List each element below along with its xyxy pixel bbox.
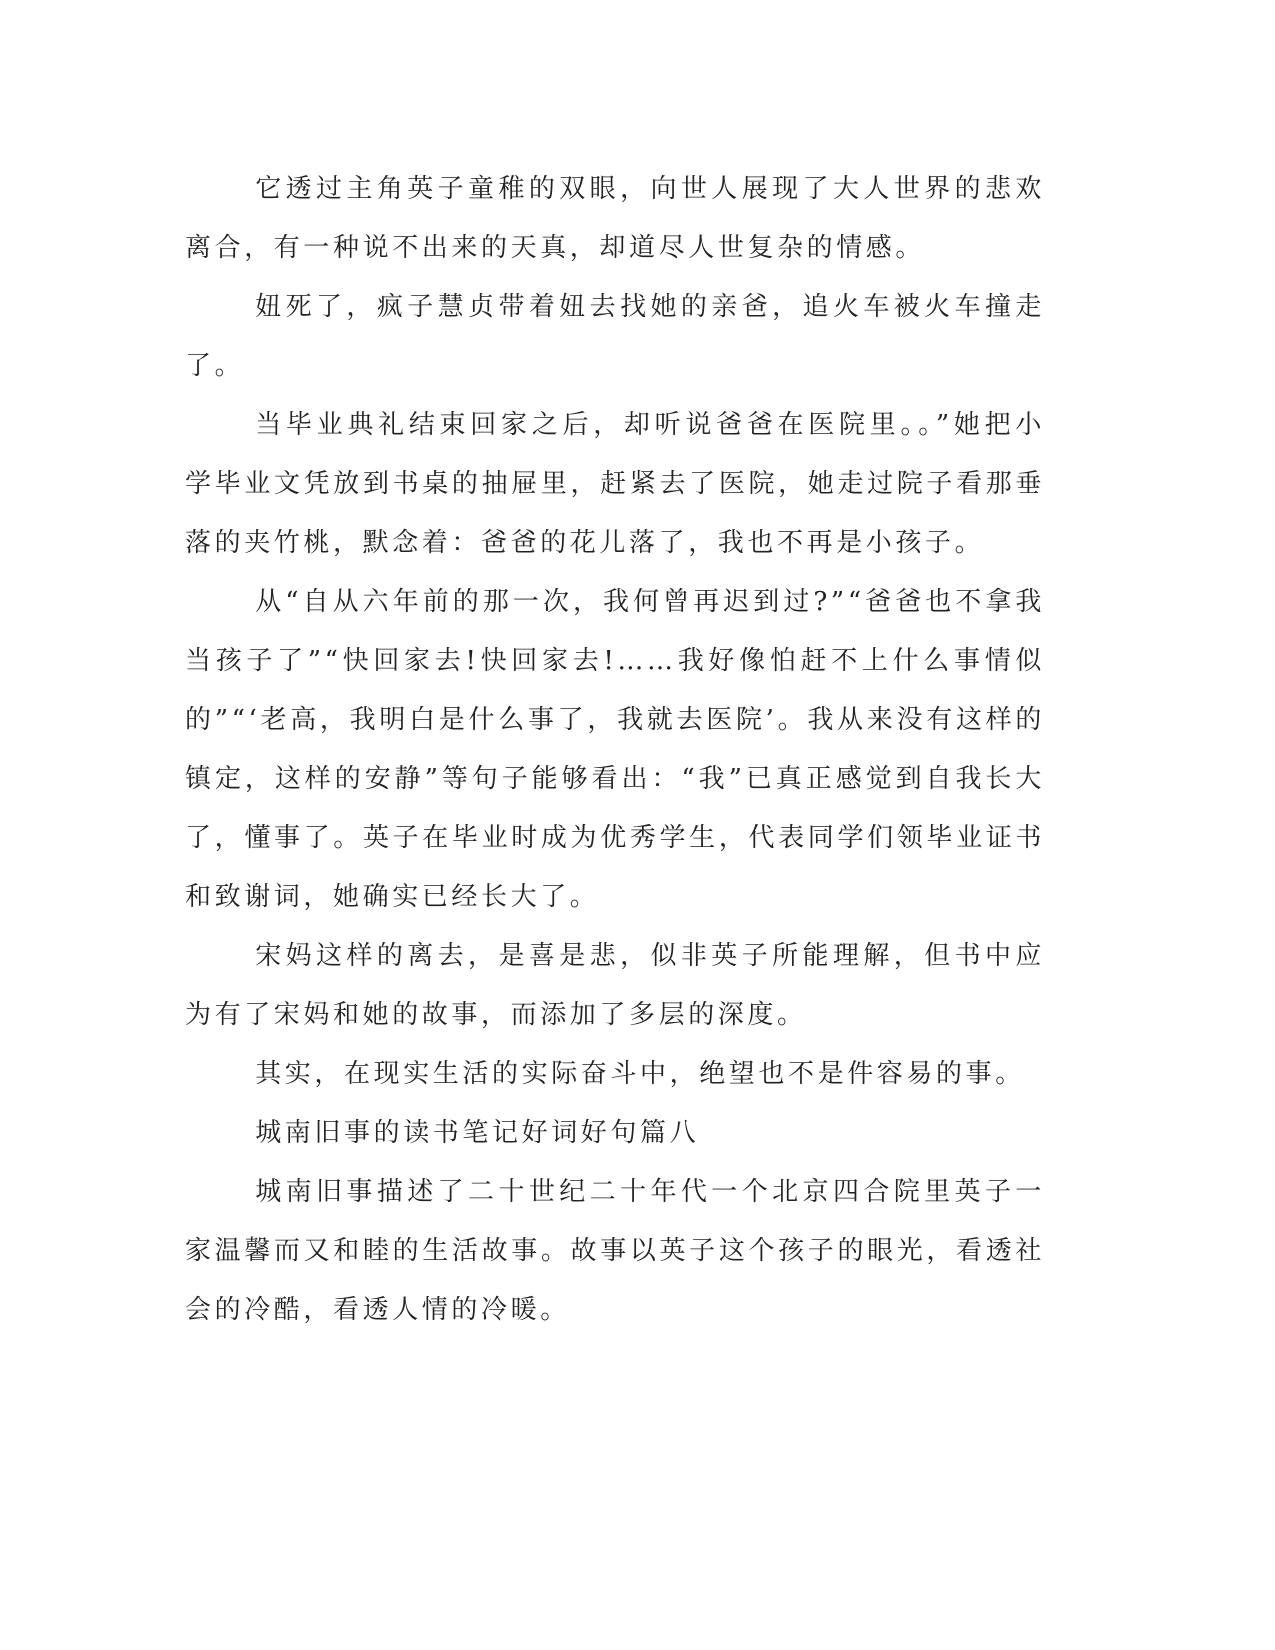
paragraph: 城南旧事描述了二十世纪二十年代一个北京四合院里英子一家温馨而又和睦的生活故事。故事以英子这个孩子的眼光，看透社会的冷酷，看透人情的冷暖。 bbox=[185, 1177, 1045, 1325]
paragraph: 妞死了，疯子慧贞带着妞去找她的亲爸，追火车被火车撞走了。 bbox=[185, 292, 1045, 381]
section-heading: 城南旧事的读书笔记好词好句篇八 bbox=[255, 1118, 700, 1148]
paragraph: 从“自从六年前的那一次，我何曾再迟到过?”“爸爸也不拿我当孩子了”“快回家去!快回家去!……我好像怕赶不上什么事情似的”“‘老高，我明白是什么事了，我就去医院’。我从来没有这样的镇定，这样的安静”等句子能够看出：“我”已真正感觉到自我长大了，懂事了。英子在毕业时成为优秀学生，代表同学们领毕业证书和致谢词，她确实已经长大了。 bbox=[185, 587, 1045, 912]
paragraph: 它透过主角英子童稚的双眼，向世人展现了大人世界的悲欢离合，有一种说不出来的天真，却道尽人世复杂的情感。 bbox=[185, 174, 1045, 263]
paragraph: 宋妈这样的离去，是喜是悲，似非英子所能理解，但书中应为有了宋妈和她的故事，而添加了多层的深度。 bbox=[185, 941, 1045, 1030]
paragraph: 其实，在现实生活的实际奋斗中，绝望也不是件容易的事。 bbox=[255, 1059, 1025, 1089]
document-body bbox=[185, 160, 1045, 1340]
paragraph: 当毕业典礼结束回家之后，却听说爸爸在医院里。。”她把小学毕业文凭放到书桌的抽屉里，赶紧去了医院，她走过院子看那垂落的夹竹桃，默念着：爸爸的花儿落了，我也不再是小孩子。 bbox=[185, 410, 1045, 558]
